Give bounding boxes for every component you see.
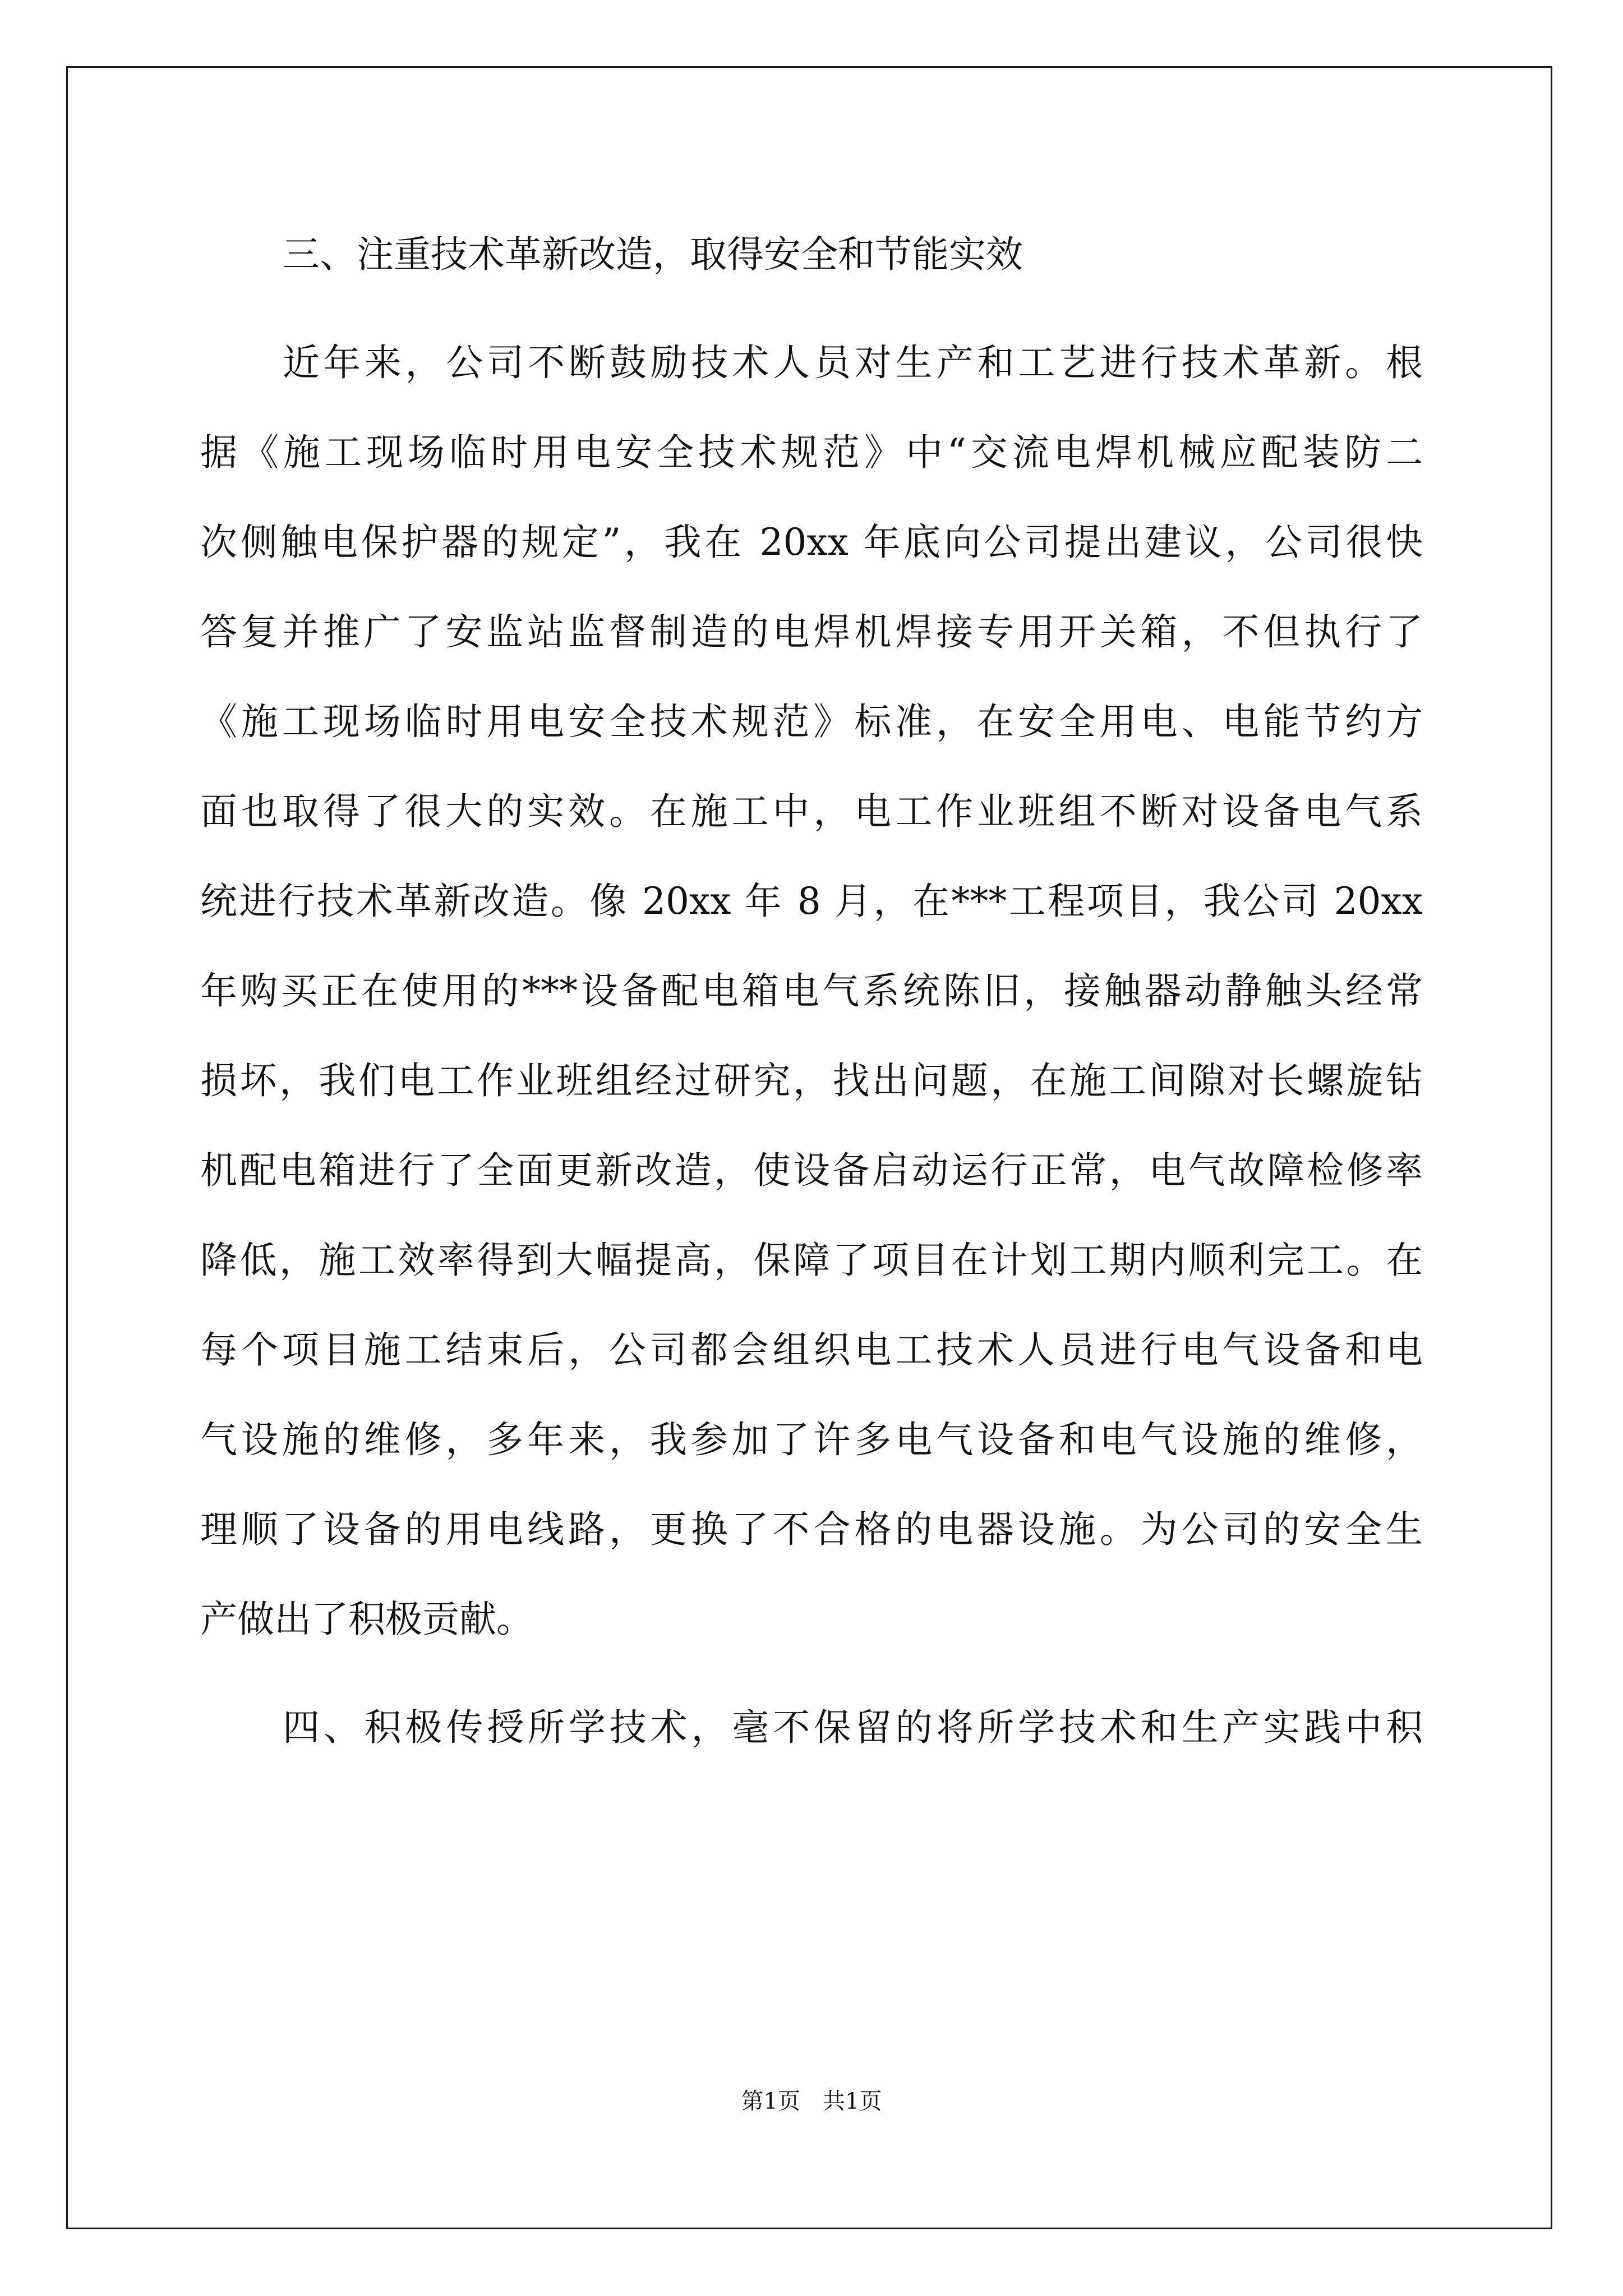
paragraph-line — [0, 587, 1623, 677]
paragraph-line — [0, 1575, 1623, 1664]
paragraph-line — [0, 767, 1623, 857]
paragraph-line-text: 统进行技术革新改造。像 20xx 年 8 月，在***工程项目，我公司 20xx — [200, 880, 1423, 923]
paragraph-line — [0, 1126, 1623, 1216]
paragraph-line — [0, 1485, 1623, 1575]
paragraph-line-text: 损坏，我们电工作业班组经过研究，找出问题，在施工间隙对长螺旋钻 — [200, 1059, 1423, 1102]
paragraph-line — [0, 857, 1623, 946]
paragraph-line-text: 《施工现场临时用电安全技术规范》标准，在安全用电、电能节约方 — [200, 700, 1423, 743]
paragraph-line-text: 理顺了设备的用电线路，更换了不合格的电器设施。为公司的安全生 — [200, 1508, 1423, 1551]
paragraph-line-text: 近年来，公司不断鼓励技术人员对生产和工艺进行技术革新。根 — [283, 341, 1423, 384]
paragraph-line-text: 年购买正在使用的***设备配电箱电气系统陈旧，接触器动静触头经常 — [200, 969, 1423, 1013]
paragraph-line — [0, 408, 1623, 498]
section-heading-3-text: 三、注重技术革新改造，取得安全和节能实效 — [283, 233, 1023, 276]
paragraph-line-text: 据《施工现场临时用电安全技术规范》中“交流电焊机械应配装防二 — [200, 431, 1423, 474]
paragraph-line-text: 次侧触电保护器的规定”，我在 20xx 年底向公司提出建议，公司很快 — [200, 521, 1423, 564]
paragraph-line — [0, 946, 1623, 1036]
paragraph-line — [0, 498, 1623, 587]
paragraph-line — [0, 677, 1623, 767]
paragraph-line-text: 每个项目施工结束后，公司都会组织电工技术人员进行电气设备和电 — [200, 1328, 1423, 1372]
paragraph-line — [0, 1216, 1623, 1305]
paragraph-line — [0, 318, 1623, 408]
section-heading-4 — [0, 1683, 1623, 1773]
paragraph-line-text: 面也取得了很大的实效。在施工中，电工作业班组不断对设备电气系 — [200, 790, 1423, 833]
paragraph-line-text: 产做出了积极贡献。 — [200, 1598, 533, 1641]
paragraph-line-text: 气设施的维修，多年来，我参加了许多电气设备和电气设施的维修， — [200, 1418, 1423, 1461]
paragraph-line — [0, 1036, 1623, 1126]
paragraph-line — [0, 1395, 1623, 1485]
paragraph-line-text: 降低，施工效率得到大幅提高，保障了项目在计划工期内顺利完工。在 — [200, 1239, 1423, 1282]
section-heading-3 — [0, 210, 1623, 300]
paragraph-line — [0, 1305, 1623, 1395]
paragraph-line-text: 机配电箱进行了全面更新改造，使设备启动运行正常，电气故障检修率 — [200, 1149, 1423, 1192]
page-footer: 第1页 共1页 — [741, 2088, 882, 2114]
paragraph-line-text: 答复并推广了安监站监督制造的电焊机焊接专用开关箱，不但执行了 — [200, 610, 1423, 654]
section-heading-4-text: 四、积极传授所学技术，毫不保留的将所学技术和生产实践中积 — [283, 1706, 1423, 1749]
